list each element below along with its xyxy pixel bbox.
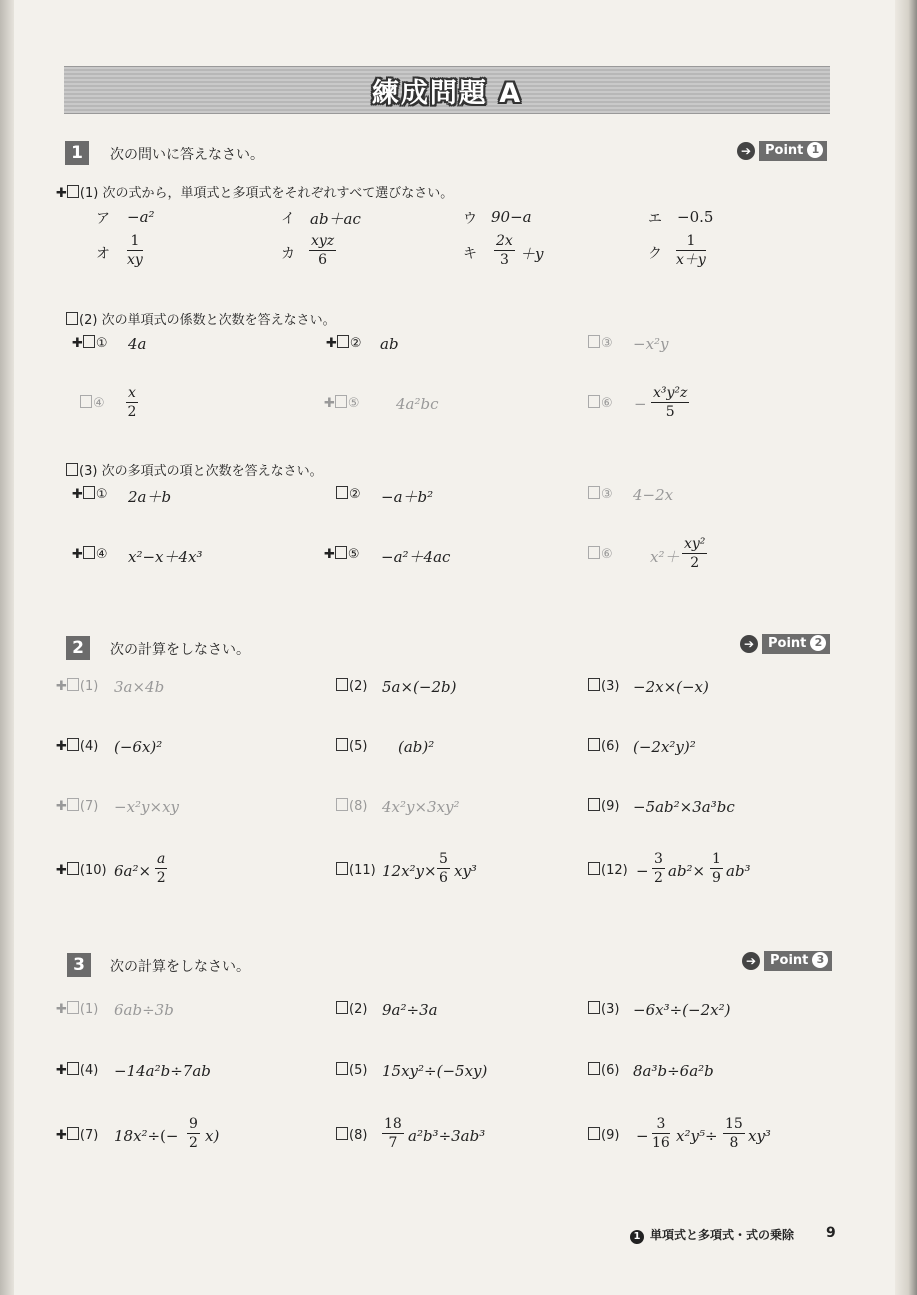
item-3-6-expr: 8a³b÷6a²b: [633, 1062, 714, 1080]
choice-ki-tail: ＋y: [520, 245, 544, 263]
page-edge: [895, 0, 917, 1295]
item-1-3-1-expr: 2a＋b: [128, 488, 172, 506]
item-2-9-expr: −5ab²×3a³bc: [633, 798, 735, 816]
item-2-7: ✚ (7): [56, 799, 99, 814]
item-1-2-6-minus: −: [634, 395, 647, 413]
point-label: Point: [765, 143, 804, 158]
choice-u-label: ウ: [463, 211, 477, 227]
footer-chapter-title: 単項式と多項式・式の乗除: [650, 1228, 795, 1242]
item-3-6: (6): [588, 1062, 619, 1078]
item-2-12-minus: −: [636, 862, 649, 880]
item-1-2-6-fraction: $\frac{\text{x³y²z}}{5}$: [653, 385, 688, 420]
item-2-10: ✚ (10): [56, 863, 107, 878]
item-3-2-expr: 9a²÷3a: [382, 1001, 438, 1019]
item-3-3-expr: −6x³÷(−2x²): [633, 1001, 731, 1019]
item-3-7-paren: (−: [160, 1127, 179, 1145]
section-title-1: 次の問いに答えなさい。: [110, 147, 264, 163]
point-number: 2: [810, 635, 826, 651]
item-1-2-2: ✚ ②: [326, 336, 362, 351]
page-number: 9: [826, 1225, 836, 1241]
item-1-3-6: ⑥: [588, 546, 613, 562]
item-3-4: ✚ (4): [56, 1063, 99, 1078]
choice-ki-label: キ: [463, 246, 477, 262]
item-1-2-5: ✚ ⑤: [324, 396, 360, 411]
arrow-right-icon: ➔: [742, 952, 760, 970]
item-2-11-tail: xy³: [454, 862, 477, 880]
item-1-3-2: ②: [336, 486, 361, 502]
item-2-1: ✚ (1): [56, 679, 99, 694]
checkbox[interactable]: [66, 312, 78, 325]
item-2-2-expr: 5a×(−2b): [382, 678, 457, 696]
choice-ka-fraction: xyz 6: [311, 233, 335, 268]
choice-a-label: ア: [96, 211, 110, 227]
item-3-7-expr: 18x²÷: [114, 1127, 161, 1145]
item-2-3: (3): [588, 678, 619, 694]
item-3-4-expr: −14a²b÷7ab: [114, 1062, 211, 1080]
choice-a-expr: −a²: [127, 208, 155, 226]
footer-chapter: [630, 1226, 794, 1244]
item-2-3-expr: −2x×(−x): [633, 678, 709, 696]
choice-e-label: エ: [648, 211, 662, 227]
item-2-12-tail: ab³: [726, 862, 751, 880]
item-2-7-expr: −x²y×xy: [114, 798, 180, 816]
item-3-9-mid: x²y⁵÷: [676, 1127, 718, 1145]
item-1-2-4: ④: [80, 395, 105, 411]
item-1-2-1: ✚ ①: [72, 336, 108, 351]
item-2-4-expr: (−6x)²: [114, 738, 163, 756]
item-1-2-3: ③: [588, 335, 613, 351]
point-label: Point: [770, 953, 809, 968]
item-3-3: (3): [588, 1001, 619, 1017]
item-1-3-4-expr: x²−x＋4x³: [128, 548, 203, 566]
item-2-10-expr: 6a²×: [114, 862, 152, 880]
page-title: 練成問題 A: [371, 78, 523, 109]
item-1-3-3-expr: 4−2x: [633, 486, 674, 504]
item-2-8-expr: 4x²y×3xy²: [382, 798, 460, 816]
question-1-3: (3) 次の多項式の項と次数を答えなさい。: [66, 460, 323, 479]
section-number-2: 2: [66, 636, 90, 660]
section-number-1: 1: [65, 141, 89, 165]
checkbox[interactable]: [67, 185, 79, 198]
choice-ku-label: ク: [648, 246, 662, 262]
item-2-10-fraction: $\frac{a}{2}$: [156, 851, 166, 886]
item-3-9: (9): [588, 1127, 619, 1143]
question-1-1: ✚ (1) 次の式から，単項式と多項式をそれぞれすべて選びなさい。: [56, 186, 454, 201]
item-2-12-mid: ab²×: [668, 862, 706, 880]
item-3-7: ✚ (7): [56, 1128, 99, 1143]
choice-u-expr: 90−a: [491, 208, 532, 226]
item-1-3-5: ✚ ⑤: [324, 547, 360, 562]
item-1-3-1: ✚ ①: [72, 487, 108, 502]
item-3-9-tail: xy³: [748, 1127, 771, 1145]
item-1-2-2-expr: ab: [380, 335, 399, 353]
item-3-9-fraction-2: $\frac{15}{8}$: [725, 1116, 743, 1151]
item-3-1: ✚ (1): [56, 1002, 99, 1017]
item-2-1-expr: 3a×4b: [114, 678, 165, 696]
item-2-12-fraction-2: $\frac{1}{9}$: [712, 851, 721, 886]
item-2-11: (11): [336, 862, 376, 878]
item-3-8-tail: a²b³÷3ab³: [408, 1127, 486, 1145]
item-1-3-5-expr: −a²＋4ac: [381, 548, 451, 566]
checkbox[interactable]: [66, 463, 78, 476]
choice-i-label: イ: [281, 211, 295, 227]
item-1-3-3: ③: [588, 486, 613, 502]
choice-ki-fraction: $\frac{2x}{3}$: [496, 233, 513, 268]
item-2-6-expr: (−2x²y)²: [633, 738, 696, 756]
item-3-9-fraction-1: $\frac{3}{16}$: [652, 1116, 670, 1151]
item-3-2: (2): [336, 1001, 367, 1017]
item-1-2-1-expr: 4a: [128, 335, 147, 353]
section-number-3: 3: [67, 953, 91, 977]
choice-ka-label: カ: [281, 246, 295, 262]
item-3-5: (5): [336, 1062, 367, 1078]
choice-o-label: オ: [96, 246, 110, 262]
section-title-2: 次の計算をしなさい。: [110, 642, 250, 658]
item-2-9: (9): [588, 798, 619, 814]
choice-ku-fraction: $\frac{1}{x+y}$: [676, 233, 706, 268]
item-2-8: (8): [336, 798, 367, 814]
item-3-7-tail: x): [205, 1127, 220, 1145]
item-2-5-expr: (ab)²: [398, 738, 435, 756]
item-2-12: (12): [588, 862, 628, 878]
item-3-9-minus: −: [636, 1127, 649, 1145]
item-1-3-6-fraction: $\frac{\text{xy²}}{2}$: [684, 536, 706, 571]
item-1-2-6: ⑥: [588, 395, 613, 411]
item-2-2: (2): [336, 678, 367, 694]
arrow-right-icon: ➔: [740, 635, 758, 653]
point-number: 1: [807, 142, 823, 158]
item-2-4: ✚ (4): [56, 739, 99, 754]
item-1-3-6-expr: x²＋: [650, 548, 680, 566]
arrow-right-icon: ➔: [737, 142, 755, 160]
choice-e-expr: −0.5: [677, 208, 714, 226]
point-label: Point: [768, 636, 807, 651]
item-3-5-expr: 15xy²÷(−5xy): [382, 1062, 488, 1080]
item-3-7-fraction: $\frac{9}{2}$: [189, 1116, 198, 1151]
item-2-12-fraction-1: $\frac{3}{2}$: [654, 851, 663, 886]
item-3-8-fraction: $\frac{18}{7}$: [384, 1116, 402, 1151]
item-1-2-3-expr: −x²y: [633, 335, 669, 353]
choice-o-fraction: $\frac{1}{xy}$: [127, 233, 143, 268]
item-1-3-4: ✚ ④: [72, 547, 108, 562]
item-2-11-fraction: $\frac{5}{6}$: [439, 851, 448, 886]
point-number: 3: [812, 952, 828, 968]
item-1-2-4-fraction: $\frac{x}{2}$: [127, 385, 137, 420]
choice-i-expr: ab＋ac: [310, 210, 361, 228]
item-2-6: (6): [588, 738, 619, 754]
item-2-5: (5): [336, 738, 367, 754]
section-title-3: 次の計算をしなさい。: [110, 959, 250, 975]
item-1-3-2-expr: −a＋b²: [381, 488, 434, 506]
item-3-8: (8): [336, 1127, 367, 1143]
page-binding-shadow: [0, 0, 14, 1295]
item-3-1-expr: 6ab÷3b: [114, 1001, 174, 1019]
item-2-11-expr: 12x²y×: [382, 862, 437, 880]
chapter-number-icon: 1: [630, 1230, 644, 1244]
item-1-2-5-expr: 4a²bc: [396, 395, 439, 413]
question-1-2: (2) 次の単項式の係数と次数を答えなさい。: [66, 309, 336, 328]
title-banner: [64, 66, 830, 114]
